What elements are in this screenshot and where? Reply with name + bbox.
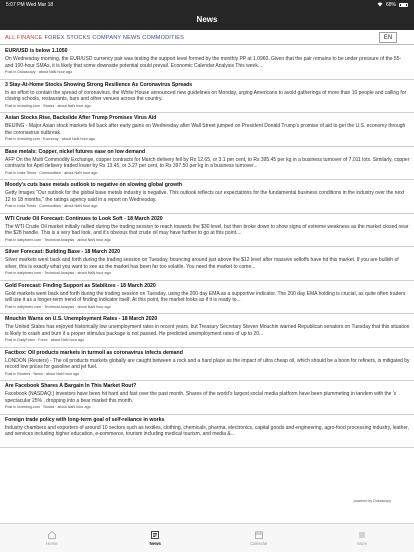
news-meta: Post in India Times · Commodities · about NaN hour ago — [5, 170, 98, 175]
filter-bar — [0, 31, 414, 45]
news-summary: Facebook (NASDAQ:) investors have been hit hard and fast over the past month. Shares of the world's largest social media platform have been plummeting in tandem with the 's spectacular 25% , dropping into a bear market this month. — [5, 391, 397, 404]
news-summary: In an effort to contain the spread of coronavirus, the White House announced new guidelines on Monday, urging Americans to avoid gatherings of more than 10 people and calling for closing schools, restaurants, bars and other venues across the country. — [5, 89, 407, 103]
news-icon — [149, 529, 161, 540]
news-title: Gold Forecast: Finding Support as Stabilizes - 18 March 2020 — [5, 282, 156, 289]
filter-tabs — [5, 35, 184, 41]
more-icon — [356, 529, 368, 540]
battery-percent: 68% — [385, 1, 396, 8]
news-item[interactable] — [0, 113, 414, 147]
news-meta: Post in Reuters · News · about NaN hour ago — [5, 371, 80, 376]
news-summary: Getty Images "Our outlook for the global base metals industry is negative. This outlook reflects our expectations for the fundamental business conditions in the industry over the next 12 to 18 months," the ratings agency said in a report on Wednesday. — [5, 190, 405, 203]
filter-tab-forex[interactable]: FOREX — [44, 35, 65, 41]
news-summary: Gold markets went back and forth during the trading session on Tuesday, using the 200 day EMA as a supportive indicator. The 200 day EMA holding is crucial, as quite often traders will use it as a longer-term trend of finding indicator itself. At this point, the market looks as if it is ready to... — [5, 290, 406, 304]
news-summary: LONDON (Reuters) - The oil products markets globally are caught between a rock and a hard place as the impact of ultra cheap oil, which should be a boon for refiners, is mitigated by record low prices for gasoline and jet fuel. — [5, 357, 410, 371]
news-summary: BEIJING - Major Asian stock markets fell back after early gains on Wednesday after Wall Street jumped on President Donald Trump's promise of aid to get the U.S. economy through the coronavirus outbreak. — [5, 123, 406, 136]
wifi-icon — [377, 2, 383, 7]
news-item[interactable] — [0, 381, 414, 415]
news-item[interactable] — [0, 147, 414, 181]
tab-label: News — [149, 541, 161, 546]
battery-icon — [399, 3, 408, 7]
news-item[interactable] — [0, 46, 414, 80]
status-time: 5:07 PM Wed Mar 18 — [6, 1, 54, 8]
status-bar — [0, 0, 414, 9]
news-summary: AFP On the Multi Commodity Exchange, copper contracts for March delivery fell by Rs 12.65, or 3.1 per cent, to Rs 395.45 per kg in a business turnover of 7,011 lots. Similarly, copper contracts for April delivery traded lower by Rs 13.45, or 3.27 per cent, to Rs 397.50 per kg in a business turnover... — [5, 156, 410, 170]
news-summary: Silver markets went back and forth during the trading session on Tuesday, bouncing around just above the $12 level after massive selloffs have hit this market. If you are bullish of silver, this is exactly what you want to see as the market has been far too volatile. You need the market to come... — [5, 257, 399, 270]
home-icon — [46, 529, 58, 540]
news-title: Asian Stocks Rise, Backslide After Trump Promises Virus Aid — [5, 115, 157, 121]
news-item[interactable] — [0, 214, 414, 248]
news-item[interactable] — [0, 314, 414, 348]
news-title: Mnuchin Warns on U.S. Unemployment Rates - 18 March 2020 — [5, 316, 158, 322]
news-title: EUR/USD is below 1.1050 — [5, 48, 68, 54]
news-item[interactable] — [0, 348, 414, 382]
nav-bar — [0, 9, 414, 30]
language-button[interactable]: EN — [379, 32, 397, 43]
news-meta: Post in India Times · Commodities · about NaN hour ago — [5, 204, 98, 209]
tab-home[interactable] — [0, 524, 104, 552]
news-meta: Post in dailyforex.com · Technical Analysis · about NaN hour ago — [5, 304, 111, 309]
news-title: 3 Stay-At-Home Stocks Showing Strong Resilience As Coronavirus Spreads — [5, 81, 193, 88]
tab-label: Calendar — [249, 541, 268, 546]
news-title: WTI Crude Oil Forecast: Continues to Look Soft - 18 March 2020 — [5, 215, 163, 222]
news-summary: On Wednesday morning, the EUR/USD currency pair was testing the support level formed by the monthly PP at 1.0960. Given that the pair remains to be under pressure of the 55- and 100-hour SMAs, it is likely that some downside potential could prevail. Economic Calendar Analysis This week... — [5, 56, 402, 69]
filter-tab-commodities[interactable]: COMMODITIES — [142, 35, 185, 41]
news-meta: Post in dailyforex.com · Technical Analysis · about NaN hour ago — [5, 237, 111, 242]
news-summary: The United States has enjoyed historically low unemployment rates in recent years, but Treasury Secretary Steven Mnuchin warned Republican senators on Tuesday that this situation is likely to crash and burn if a proper stimulus package is not passed. He predicted unemployment rates of up to 20... — [5, 324, 410, 337]
news-title: Are Facebook Shares A Bargain In This Market Rout? — [5, 383, 137, 389]
tab-bar — [0, 523, 414, 552]
filter-tab-all-finance[interactable]: ALL FINANCE — [5, 35, 43, 41]
news-title: Factbox: Oil products markets in turmoil as coronavirus infects demand — [5, 349, 183, 356]
tab-label: Home — [45, 541, 58, 546]
news-item[interactable] — [0, 180, 414, 214]
news-summary: Industry chambers and exporters of around 10 sectors such as textiles, clothing, chemicals, pharma, electronics, capital goods and engineering, agro-food processing industry, leather, and services including higher education, e-commerce, tourism including medical tourism, and media &... — [5, 424, 410, 438]
news-meta: Post in dailyforex.com · Technical Analysis · about NaN hour ago — [5, 271, 111, 276]
tab-label: More — [357, 541, 368, 546]
tab-more[interactable] — [311, 524, 414, 552]
filter-tab-company-news[interactable]: COMPANY NEWS — [92, 35, 141, 41]
filter-tab-stocks[interactable]: STOCKS — [66, 35, 91, 41]
tab-calendar[interactable] — [207, 524, 311, 552]
news-title: Moody's cuts base metals outlook to negative on slowing global growth — [5, 182, 183, 188]
news-meta: Post in investing.com · Economy · about NaN hour ago — [5, 137, 95, 142]
news-title: Foreign trade policy with long-term goal of self-reliance in works — [5, 416, 165, 423]
tab-news[interactable] — [104, 524, 208, 552]
news-meta: Post in investing.com · Stocks · about NaN hour ago — [5, 103, 91, 108]
news-meta: Post in investing.com · Stocks · about NaN hour ago — [5, 405, 91, 410]
news-meta: Post in DailyForex · Forex · about NaN hour ago — [5, 338, 85, 343]
news-list[interactable] — [0, 46, 414, 524]
calendar-icon — [253, 529, 265, 540]
news-title: Base metals: Copper, nickel futures ease on low demand — [5, 148, 146, 155]
news-item[interactable] — [0, 415, 414, 449]
powered-by-label: powered by Dukascopy — [353, 499, 391, 503]
page-title: News — [196, 15, 218, 24]
news-item[interactable] — [0, 80, 414, 114]
news-item[interactable] — [0, 247, 414, 281]
news-meta: Post in Dukascopy · about NaN hour ago — [5, 70, 73, 75]
status-indicators — [377, 2, 408, 8]
news-title: Silver Forecast: Building Base - 18 March 2020 — [5, 249, 121, 255]
news-item[interactable] — [0, 281, 414, 315]
news-summary: The WTI Crude Oil market initially rallied during the trading session to reach towards the $30 level, but then broke down to show signs of extreme weakness as the market closed near the $28 handle. This is a very bad look, and it's obvious that crude oil may have further to go at this point.... — [5, 223, 409, 237]
